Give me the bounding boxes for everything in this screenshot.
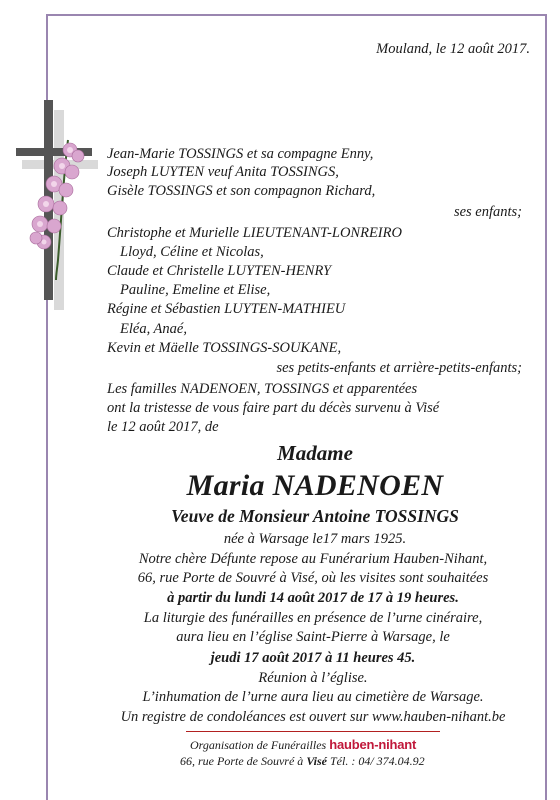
detail-line: Réunion à l’église. <box>258 670 368 686</box>
place-date: Mouland, le 12 août 2017. <box>376 41 530 57</box>
footer-organisation <box>190 737 416 753</box>
family-line: Joseph LUYTEN veuf Anita TOSSINGS, <box>107 164 339 180</box>
family-line: Lloyd, Céline et Nicolas, <box>120 244 264 260</box>
detail-line: à partir du lundi 14 août 2017 de 17 à 19 heures. <box>167 590 459 606</box>
footer-org-prefix: Organisation de Funérailles <box>190 738 327 752</box>
footer-phone: Tél. : 04/ 374.04.92 <box>329 754 425 768</box>
relation-label: ses petits-enfants et arrière-petits-enfants; <box>276 360 522 376</box>
family-line: ont la tristesse de vous faire part du décès survenu à Visé <box>107 400 440 416</box>
family-line: Kevin et Mäelle TOSSINGS-SOUKANE, <box>107 340 342 356</box>
family-line: Jean-Marie TOSSINGS et sa compagne Enny, <box>107 146 374 162</box>
frame-top-border <box>46 14 546 16</box>
frame-right-border <box>545 14 547 800</box>
family-line: le 12 août 2017, de <box>107 419 219 435</box>
cross-with-orchid-icon <box>10 100 100 310</box>
family-line: Les familles NADENOEN, TOSSINGS et apparentées <box>107 381 418 397</box>
family-line: Christophe et Murielle LIEUTENANT-LONREIRO <box>107 225 402 241</box>
footer-address <box>180 754 425 769</box>
relation-label: ses enfants; <box>453 204 522 220</box>
family-line: Régine et Sébastien LUYTEN-MATHIEU <box>107 301 346 317</box>
family-line: Gisèle TOSSINGS et son compagnon Richard, <box>107 183 376 199</box>
deceased-widow-of: Veuve de Monsieur Antoine TOSSINGS <box>171 506 459 526</box>
footer-city: Visé <box>306 754 327 768</box>
detail-line: 66, rue Porte de Souvré à Visé, où les visites sont souhaitées <box>137 570 489 586</box>
deceased-title: Madame <box>277 441 353 465</box>
detail-line: Un registre de condoléances est ouvert sur www.hauben-nihant.be <box>120 709 506 725</box>
detail-line: jeudi 17 août 2017 à 11 heures 45. <box>210 650 416 666</box>
detail-line: née à Warsage le17 mars 1925. <box>223 531 407 547</box>
deceased-name: Maria NADENOEN <box>186 469 444 502</box>
family-line: Claude et Christelle LUYTEN-HENRY <box>107 263 332 279</box>
detail-line: aura lieu en l’église Saint-Pierre à Warsage, le <box>176 629 450 645</box>
footer-address-prefix: 66, rue Porte de Souvré à <box>180 754 304 768</box>
brand-logo: hauben-nihant <box>329 737 417 752</box>
family-line: Eléa, Anaé, <box>120 321 187 337</box>
detail-line: La liturgie des funérailles en présence de l’urne cinéraire, <box>143 610 483 626</box>
detail-line: L’inhumation de l’urne aura lieu au cimetière de Warsage. <box>142 689 484 705</box>
footer-rule <box>186 731 440 732</box>
detail-line: Notre chère Défunte repose au Funérarium Hauben-Nihant, <box>138 551 488 567</box>
family-line: Pauline, Emeline et Elise, <box>120 282 271 298</box>
